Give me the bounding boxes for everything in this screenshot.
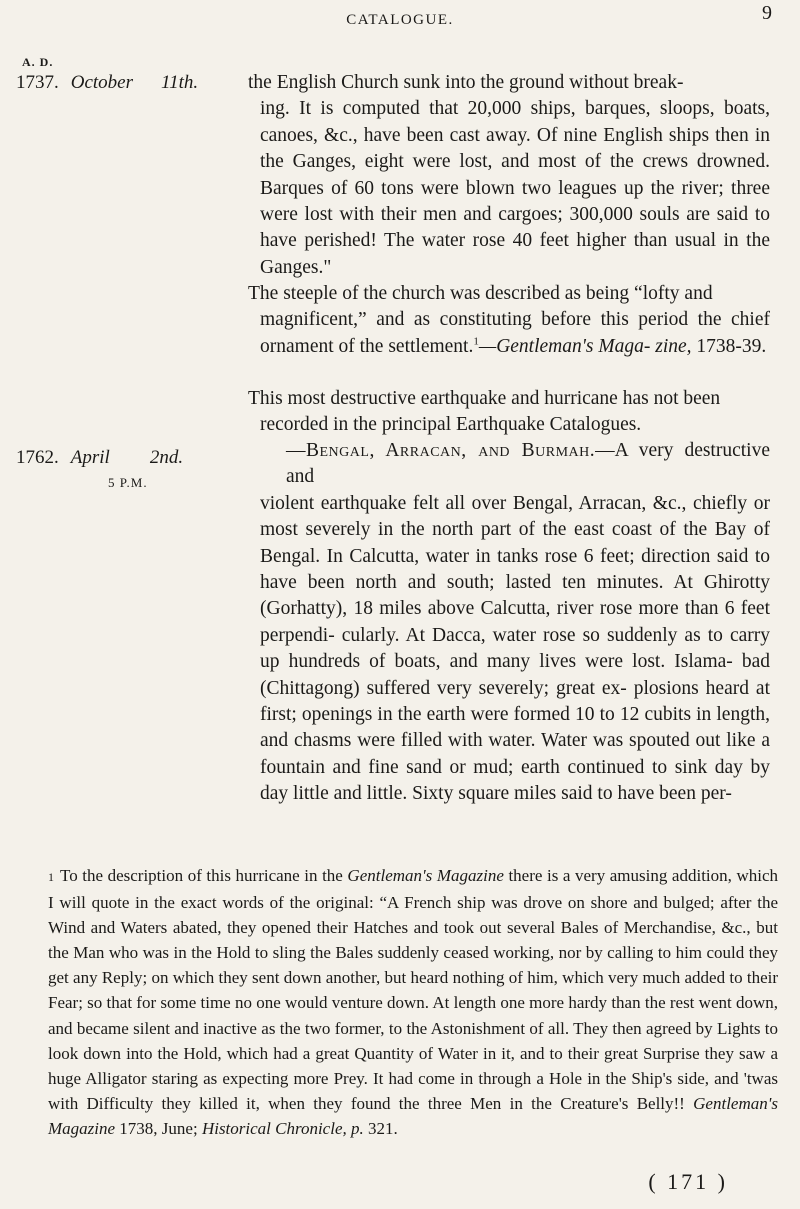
footnote-magazine: Gentleman's Magazine <box>347 866 504 885</box>
paragraph-first-line: the English Church sunk into the ground without break- <box>248 72 684 93</box>
entry-1737-paragraph-1 <box>248 70 770 281</box>
footnote-source-page: 321. <box>363 1118 398 1138</box>
paragraph-text: magnificent,” and as constituting before this period the chief ornament of the settlement. <box>260 309 770 357</box>
region-heading: —Bengal, Arracan, and Burmah. <box>286 440 596 461</box>
footnote-text: there is a very amusing addition, which I will quote in the exact words of the original: “A French ship was drove on shore and bulged; after the Wind and Waters abated, they opened their Hatches and took out several Bales of Merchandise, &c., but the Man who was in the Hold to sling the Bales suddenly ceased working, nor by calling to him could they get any Reply; on which they sent down another, but heard nothing of him, which very much added to their Fear; so that for some time no one would venture down. At length one more hardy than the rest went down, and became silent and inactive as the two former, to the Astonishment of all. They then agreed by Lights to look down into the Hold, which had a great Quantity of Water in it, and to their great Surprise they saw a huge Alligator staring as expecting more Prey. It had come in through a Hole in the Ship's side, and 'twas with Difficulty they killed it, when they found the three Men in the Creature's Belly!! <box>48 866 779 1113</box>
paragraph-body <box>248 307 770 360</box>
paragraph-body: ing. It is computed that 20,000 ships, barques, sloops, boats, canoes, &c., have been cast away. Of nine English ships then in the Ganges, eight were lost, and most of the crews drowned. Barques of 60 tons were blown two leagues up the river; three were lost with their men and cargoes; 300,000 souls are said to have perished! The water rose 40 feet higher than usual in the Ganges." <box>260 98 770 278</box>
footnote-text: To the description of this hurricane in the <box>60 866 348 885</box>
paragraph-text: —A very destructive and <box>286 440 770 488</box>
entry-time: 5 P.M. <box>108 475 148 490</box>
entry-day: 11th. <box>161 72 199 93</box>
entry-1762-paragraph <box>248 438 770 808</box>
entry-day: 2nd. <box>149 447 184 468</box>
entry-year: 1737. <box>16 72 59 93</box>
footnote-source-chronicle: Historical Chronicle, p. <box>201 1118 364 1138</box>
entry-date-1737 <box>16 72 198 94</box>
page-number: 9 <box>762 2 772 24</box>
paragraph-first-line <box>248 438 770 491</box>
source-year: 1738-39. <box>691 335 767 357</box>
entry-month: April <box>70 447 110 468</box>
entry-year: 1762. <box>16 447 59 468</box>
entry-date-1762 <box>16 447 183 469</box>
footnote <box>48 863 778 1141</box>
source-citation: —Gentleman's Maga- zine, <box>478 335 692 357</box>
entry-month: October <box>70 72 134 93</box>
folio-number: ( 171 ) <box>648 1169 728 1194</box>
footnote-reference: 1 <box>473 335 479 348</box>
footnote-source-date: 1738, June; <box>115 1118 202 1138</box>
paragraph-first-line: The steeple of the church was described as being “lofty and <box>248 283 713 304</box>
running-head: CATALOGUE. <box>346 12 454 28</box>
paragraph-body: violent earthquake felt all over Bengal, Arracan, &c., chiefly or most severely in the north part of the east coast of the Bay of Bengal. In Calcutta, water in tanks rose 6 feet; direction said to have been north and south; lasted ten minutes. At Ghirotty (Gorhatty), 18 miles above Calcutta, river rose more than 6 feet perpendi- cularly. At Dacca, water rose so suddenly as to carry up hundreds of boats, and many lives were lost. Islama- bad (Chittagong) suffered very severely; great ex- plosions heard at first; openings in the earth were formed 10 to 12 cubits in length, and chasms were filled with water. Water was spouted out like a fountain and fine sand or mud; earth continued to sink day by day little and little. Sixty square miles said to have been per- <box>260 492 770 805</box>
paragraph-first-line: This most destructive earthquake and hurricane has not been <box>248 388 721 409</box>
anno-domini-label: A. D. <box>22 55 54 69</box>
footnote-source-title: Gentleman's Magazine <box>48 1093 778 1138</box>
entry-1737-paragraph-2 <box>248 281 770 360</box>
paragraph-body: recorded in the principal Earthquake Catalogues. <box>260 414 642 436</box>
footnote-mark: 1 <box>48 870 54 884</box>
entry-1737-paragraph-3 <box>248 386 770 439</box>
